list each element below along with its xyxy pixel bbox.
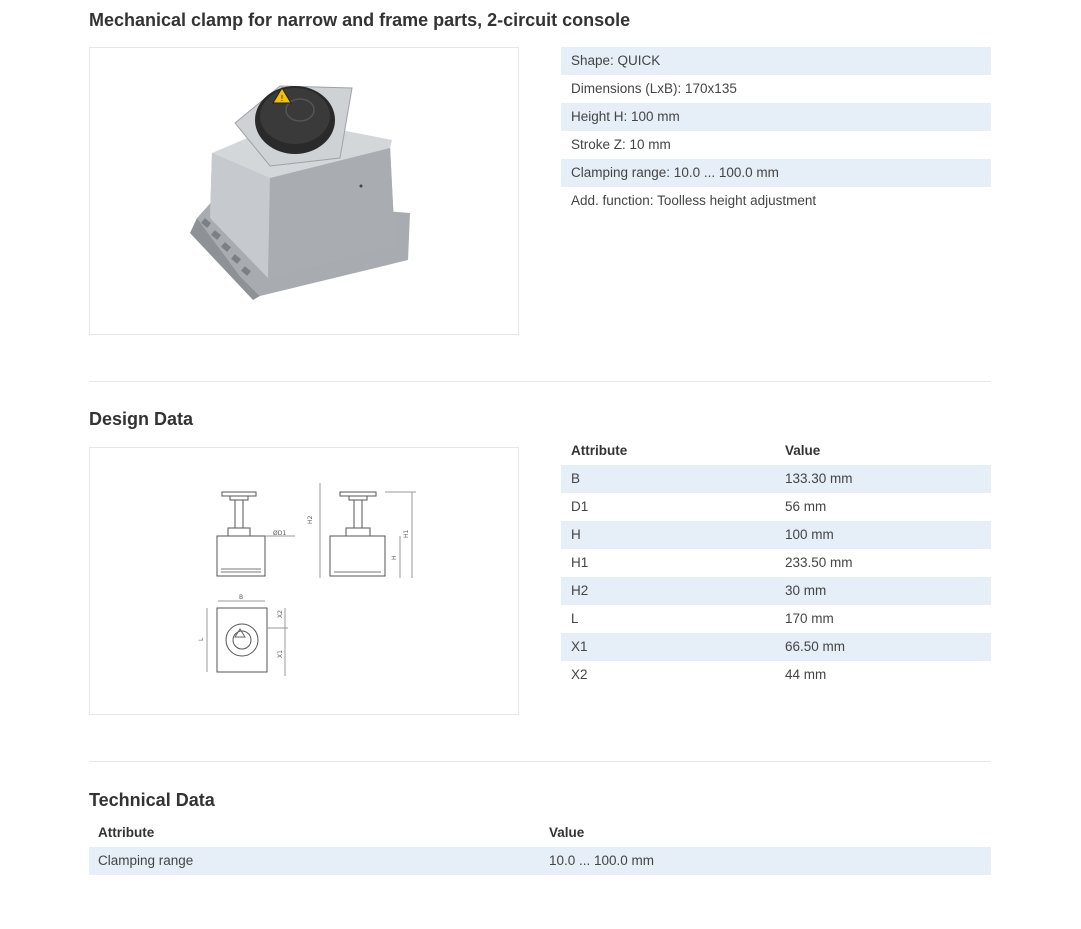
design-data-table: [561, 437, 991, 689]
spec-height: Height H: 100 mm: [561, 103, 991, 131]
dim-label-d1: ØD1: [273, 530, 287, 537]
row-attribute: Clamping range: [98, 853, 194, 868]
spec-dimensions: Dimensions (LxB): 170x135: [571, 81, 737, 96]
row-value: 44 mm: [785, 667, 827, 682]
row-value: 10.0 ... 100.0 mm: [549, 853, 655, 868]
row-attribute: H: [571, 527, 581, 542]
dim-label-b: B: [239, 594, 244, 601]
table-row: [89, 847, 991, 875]
table-row: [561, 633, 991, 661]
row-attribute: H2: [571, 583, 589, 598]
row-value: 233.50 mm: [785, 555, 853, 570]
row-value: 56 mm: [785, 499, 827, 514]
section-divider: [89, 381, 991, 382]
table-row: [561, 493, 991, 521]
row-value: 170 mm: [785, 611, 834, 626]
table-row: [561, 605, 991, 633]
row-value: 100 mm: [785, 527, 834, 542]
dim-label-x2: X2: [277, 610, 284, 618]
table-row: [561, 577, 991, 605]
technical-data-title: Technical Data: [89, 790, 215, 810]
row-attribute: B: [571, 471, 581, 486]
technical-col-attribute: Attribute: [98, 825, 155, 840]
dim-label-h: H: [391, 555, 398, 560]
product-image-frame: [89, 47, 519, 335]
dim-label-l: L: [198, 637, 205, 641]
design-drawing-frame: [89, 447, 519, 715]
row-value: 133.30 mm: [785, 471, 853, 486]
product-title: Mechanical clamp for narrow and frame parts, 2-circuit console: [89, 10, 631, 30]
dim-label-x1: X1: [277, 650, 284, 658]
technical-table-header: [89, 819, 991, 847]
table-row: [561, 465, 991, 493]
row-attribute: X1: [571, 639, 588, 654]
row-attribute: H1: [571, 555, 589, 570]
spec-clamping-range: Clamping range: 10.0 ... 100.0 mm: [561, 159, 991, 187]
design-data-title: Design Data: [89, 409, 194, 429]
row-attribute: D1: [571, 499, 589, 514]
row-value: 66.50 mm: [785, 639, 846, 654]
product-photo: [90, 48, 520, 336]
table-row: [561, 661, 991, 689]
row-attribute: L: [571, 611, 579, 626]
spec-shape: Shape: QUICK: [561, 47, 991, 75]
table-row: [561, 549, 991, 577]
row-attribute: X2: [571, 667, 588, 682]
technical-data-table: [89, 819, 991, 875]
section-divider: [89, 761, 991, 762]
technical-col-value: Value: [549, 825, 585, 840]
row-value: 30 mm: [785, 583, 827, 598]
svg-text:!: !: [280, 94, 284, 103]
product-spec-list: [561, 47, 991, 215]
table-row: [561, 521, 991, 549]
design-table-header: [561, 437, 991, 465]
design-col-attribute: Attribute: [571, 443, 628, 458]
design-col-value: Value: [785, 443, 821, 458]
dim-label-h1: H1: [403, 529, 410, 538]
dim-label-h2: H2: [307, 515, 314, 524]
technical-drawing: [90, 448, 520, 716]
spec-stroke: Stroke Z: 10 mm: [571, 137, 671, 152]
spec-add-function: Add. function: Toolless height adjustment: [571, 193, 817, 208]
